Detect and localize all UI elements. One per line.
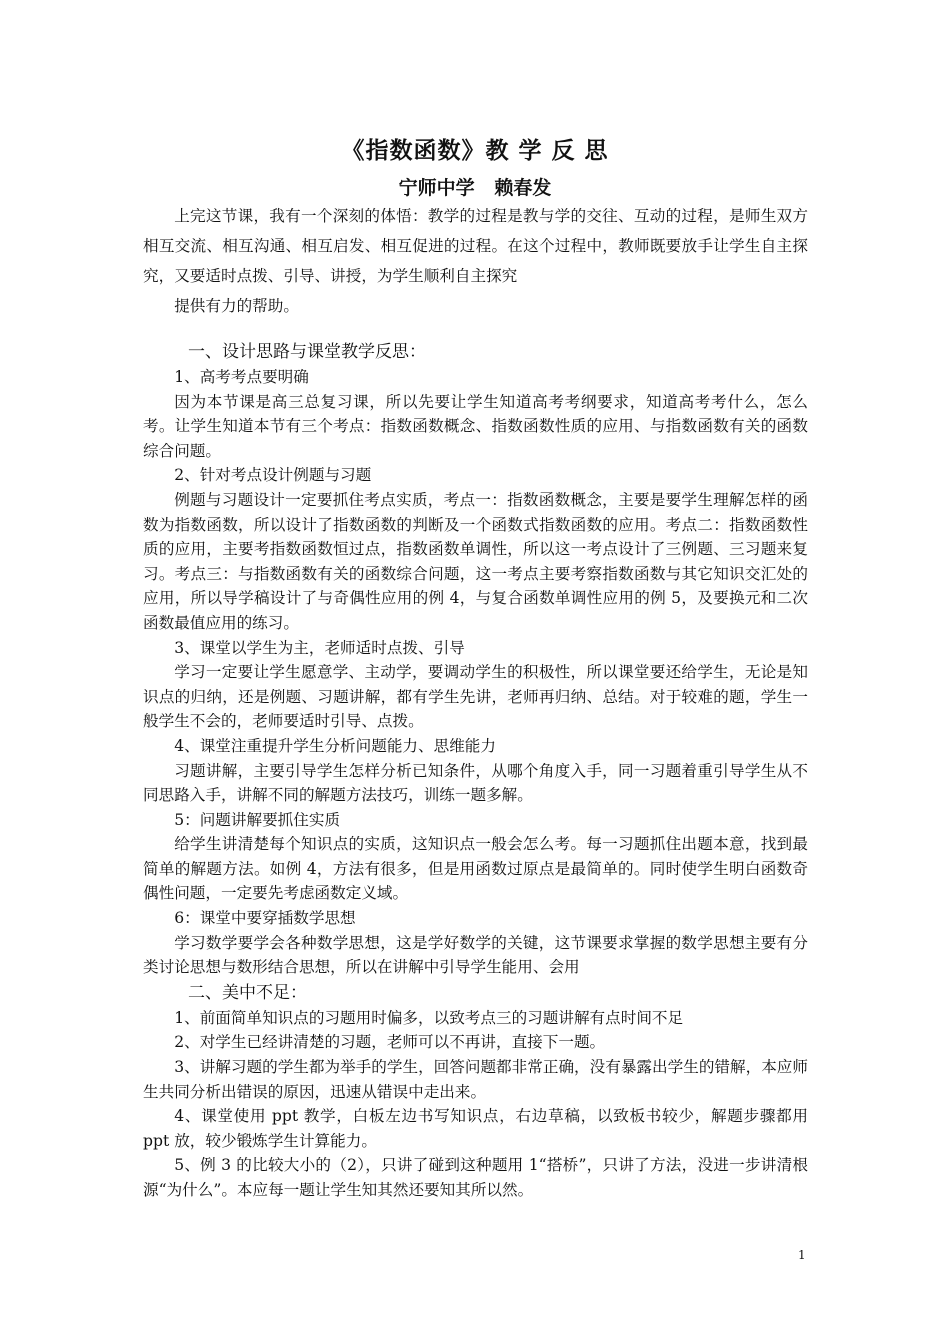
document-author: 宁师中学 赖春发 <box>398 177 552 199</box>
paragraph-exam-points: 因为本节课是高三总复习课，所以先要让学生知道高考考纲要求，知道高考考什么，怎么考。让学生知道本节有三个考点：指数函数概念、指数函数性质的应用、与指数函数有关的函数综合问题。 <box>143 392 808 460</box>
paragraph-essence: 给学生讲清楚每个知识点的实质，这知识点一般会怎么考。每一习题抓住出题本意，找到最简单的解题方法。如例 4，方法有很多，但是用函数过原点是最简单的。同时使学生明白函数奇偶性问题，一定要先考虑函数定义域。 <box>143 835 808 903</box>
shortcoming-item: 5、例 3 的比较大小的（2），只讲了碰到这种题用 1“搭桥”，只讲了方法，没进一步讲清根源“为什么”。本应每一题让学生知其然还要知其所以然。 <box>143 1156 808 1199</box>
paragraph-student-centered: 学习一定要让学生愿意学、主动学，要调动学生的积极性，所以课堂要还给学生，无论是知识点的归纳，还是例题、习题讲解，都有学生先讲，老师再归纳、总结。对于较难的题，学生一般学生不会的，老师要适时引导、点拨。 <box>143 663 808 731</box>
subheading-examples-design: 2、针对考点设计例题与习题 <box>174 466 372 485</box>
shortcoming-item: 2、对学生已经讲清楚的习题，老师可以不再讲，直接下一题。 <box>174 1033 606 1052</box>
paragraph-examples-design: 例题与习题设计一定要抓住考点实质，考点一：指数函数概念，主要是要学生理解怎样的函数为指数函数，所以设计了指数函数的判断及一个函数式指数函数的应用。考点二：指数函数性质的应用，主要考指数函数恒过点，指数函数单调性，所以这一考点设计了三例题、三习题来复习。考点三：与指数函数有关的函数综合问题，这一考点主要考察指数函数与其它知识交汇处的应用，所以导学稿设计了与奇偶性应用的例 4，与复合函数单调性应用的例 5，及要换元和二次函数最值应用的练习。 <box>143 490 808 632</box>
paragraph-math-thinking: 学习数学要学会各种数学思想，这是学好数学的关键，这节课要求掌握的数学思想主要有分类讨论思想与数形结合思想，所以在讲解中引导学生能用、会用 <box>143 933 808 977</box>
subheading-essence: 5：问题讲解要抓住实质 <box>174 810 341 829</box>
subheading-exam-points: 1、高考考点要明确 <box>174 368 309 386</box>
section-heading-shortcomings: 二、美中不足： <box>188 982 307 1003</box>
shortcoming-item: 1、前面简单知识点的习题用时偏多，以致考点三的习题讲解有点时间不足 <box>174 1008 684 1027</box>
section-heading-design: 一、设计思路与课堂教学反思： <box>188 342 426 362</box>
paragraph-analysis-ability: 习题讲解，主要引导学生怎样分析已知条件，从哪个角度入手，同一习题着重引导学生从不同思路入手，讲解不同的解题方法技巧，训练一题多解。 <box>143 761 808 805</box>
intro-paragraph-end: 提供有力的帮助。 <box>174 297 299 315</box>
page-number: 1 <box>798 1248 806 1262</box>
shortcoming-item: 3、讲解习题的学生都为举手的学生，回答问题都非常正确，没有暴露出学生的错解，本应师生共同分析出错误的原因，迅速从错误中走出来。 <box>143 1058 808 1101</box>
intro-paragraph: 上完这节课，我有一个深刻的体悟：教学的过程是教与学的交往、互动的过程，是师生双方相互交流、相互沟通、相互启发、相互促进的过程。在这个过程中，教师既要放手让学生自主探究，又要适时点拨、引导、讲授，为学生顺利自主探究 <box>143 207 808 285</box>
shortcoming-item: 4、课堂使用 ppt 教学，白板左边书写知识点，右边草稿，以致板书较少，解题步骤都用 ppt 放，较少锻炼学生计算能力。 <box>143 1107 808 1150</box>
document-body <box>143 201 808 1203</box>
document-title: 《指数函数》教 学 反 思 <box>341 138 609 164</box>
subheading-analysis-ability: 4、课堂注重提升学生分析问题能力、思维能力 <box>174 736 496 755</box>
subheading-math-thinking: 6：课堂中要穿插数学思想 <box>174 909 356 928</box>
subheading-student-centered: 3、课堂以学生为主，老师适时点拨、引导 <box>174 638 465 657</box>
